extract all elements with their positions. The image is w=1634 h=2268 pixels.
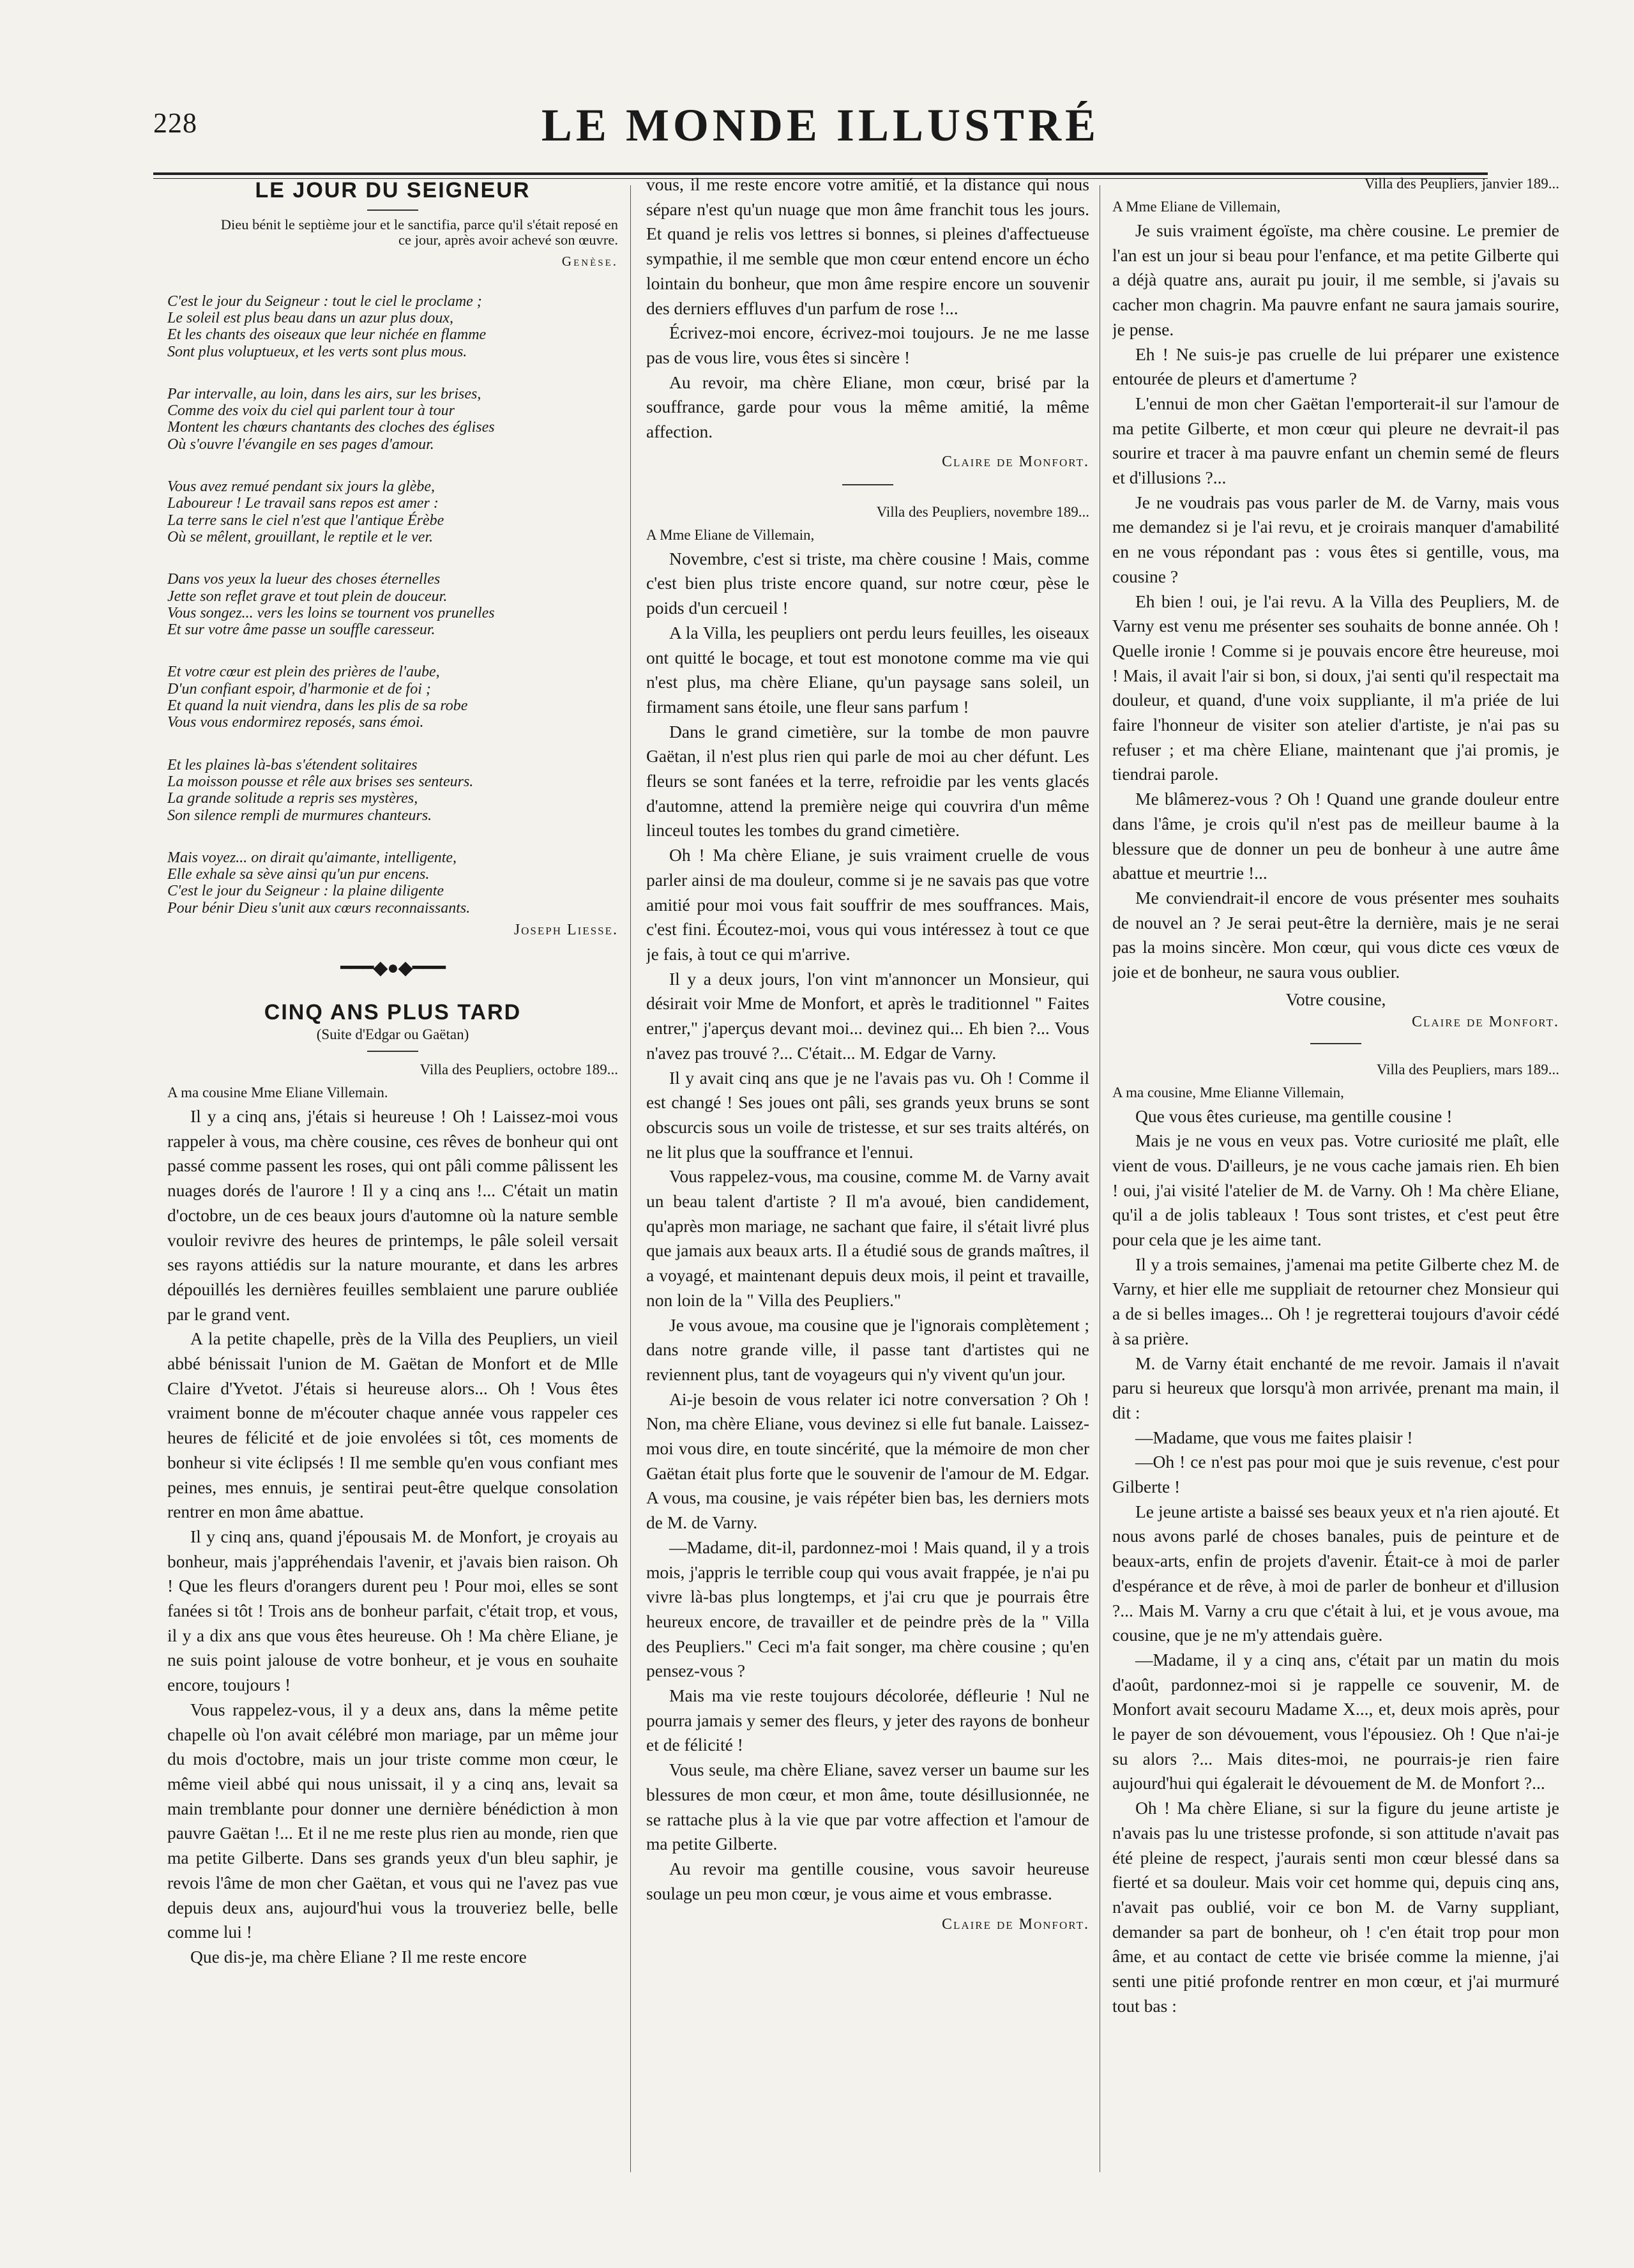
poem-line: Mais voyez... on dirait qu'aimante, intelligente, xyxy=(167,849,457,866)
poem-line: Et les plaines là-bas s'étendent solitaires xyxy=(167,756,418,773)
poem-line: Montent les chœurs chantants des cloches des églises xyxy=(167,419,495,436)
poem-line: Pour bénir Dieu s'unit aux cœurs reconnaissants. xyxy=(167,899,471,917)
poem-stanza xyxy=(167,757,618,824)
poem-stanza xyxy=(167,386,618,453)
letter-rule xyxy=(842,484,893,485)
poem-stanza xyxy=(167,571,618,638)
paragraph: Oh ! Ma chère Eliane, si sur la figure du jeune artiste je n'avais pas lu une tristesse profonde, si son attitude n'avait pas été pleine de respect, j'aurais senti mon cœur blessé dans sa fierté et sa douleur. Mais voir cet homme qui, depuis cinq ans, n'avait pas oublié, voir ce bon M. de Varny suppliant, demander sa part de bonheur, oh ! c'en était trop pour mon âme, et au contact de cette vie brisée comme la mienne, j'ai senti une pitié profonde rentrer en mon cœur, et j'ai murmuré tout bas : xyxy=(1112,1798,1559,2016)
letter-address: A Mme Eliane de Villemain, xyxy=(1112,199,1281,215)
paragraph: Vous seule, ma chère Eliane, savez verser un baume sur les blessures de mon cœur, et mon âme, toute désillusionnée, ne se rattache plus à la vie que par votre affection et l'amour de ma petite Gilberte. xyxy=(646,1760,1089,1854)
story-subtitle: (Suite d'Edgar ou Gaëtan) xyxy=(316,1026,469,1043)
paragraph: —Madame, que vous me faites plaisir ! xyxy=(1135,1427,1413,1447)
paragraph: Eh ! Ne suis-je pas cruelle de lui préparer une existence entourée de pleurs et d'amertume ? xyxy=(1112,344,1559,389)
poem-line: Son silence rempli de murmures chanteurs. xyxy=(167,807,432,824)
poem-line: Par intervalle, au loin, dans les airs, sur les brises, xyxy=(167,385,481,402)
poem-line: Et quand la nuit viendra, dans les plis de sa robe xyxy=(167,697,468,715)
poem-line: C'est le jour du Seigneur : tout le ciel le proclame ; xyxy=(167,293,482,310)
paragraph-continued: vous, il me reste encore votre amitié, et la distance qui nous sépare n'est qu'un nuage que mon âme franchit tous les jours. Et quand je relis vos lettres si bonnes, si pleines d'affectueuse sympathie, il me semble que mon cœur entend encore un écho lointain du bonheur, que mon âme respire encore un souvenir des derniers effluves d'un parfum de rose !... xyxy=(646,174,1089,318)
page-header xyxy=(153,99,1488,176)
column-2 xyxy=(646,172,1089,2185)
paragraph: Au revoir ma gentille cousine, vous savoir heureuse soulage un peu mon cœur, je vous aime et vous embrasse. xyxy=(646,1859,1089,1903)
paragraph: Je vous avoue, ma cousine que je l'ignorais complètement ; dans notre grande ville, il passe tant d'artistes qui ne reviennent plus, tant de voyageurs qui n'y vivent qu'un jour. xyxy=(646,1314,1089,1384)
letter-address: A ma cousine, Mme Elianne Villemain, xyxy=(1112,1084,1344,1100)
letter-signature: Claire de Monfort. xyxy=(941,453,1089,470)
column-1 xyxy=(167,172,618,2185)
letter-body xyxy=(167,1104,618,1970)
subtitle-rule xyxy=(367,1051,418,1052)
paragraph: Me blâmerez-vous ? Oh ! Quand une grande douleur entre dans l'âme, je crois qu'il n'est pas de meilleur baume à la blessure que de donner un peu de bonheur à une autre âme abattue et meurtrie !... xyxy=(1112,789,1559,883)
paragraph: Que dis-je, ma chère Eliane ? Il me reste encore xyxy=(190,1946,527,1967)
paragraph: Écrivez-moi encore, écrivez-moi toujours. Je ne me lasse pas de vous lire, vous êtes si sincère ! xyxy=(646,323,1089,367)
poem-line: D'un confiant espoir, d'harmonie et de foi ; xyxy=(167,680,431,697)
poem-body xyxy=(167,293,618,917)
paragraph: Vous rappelez-vous, ma cousine, comme M. de Varny avait un beau talent d'artiste ? Il m'a avoué, bien candidement, qu'après mon mariage, ne sachant que faire, il s'était livré plus que jamais aux beaux arts. Il a étudié sous de grands maîtres, il a voyagé, et maintenant depuis deux mois, il peint et travaille, non loin de la " Villa des Peupliers." xyxy=(646,1166,1089,1310)
title-rule xyxy=(367,209,418,211)
paragraph: Il y a deux jours, l'on vint m'annoncer un Monsieur, qui désirait voir Mme de Monfort, et après le traditionnel " Faites entrer," j'aperçus devant moi... devinez qui... Eh bien ?... Vous n'avez pas trouvé ?... C'était... M. Edgar de Varny. xyxy=(646,968,1089,1063)
paragraph: Le jeune artiste a baissé ses beaux yeux et n'a rien ajouté. Et nous avons parlé de choses banales, puis de peinture et de beaux-arts, enfin de projets d'avenir. Était-ce à moi de parler d'espérance et de rêve, à moi de parler de bonheur et d'illusion ?... Mais M. Varny a cru que c'était à lui, et je vous avoue, ma cousine, que je ne m'y attendais guère. xyxy=(1112,1501,1559,1645)
letter-body xyxy=(1112,218,1559,985)
paragraph: M. de Varny était enchanté de me revoir. Jamais il n'avait paru si heureux que lorsqu'à mon arrivée, prenant ma main, il dit : xyxy=(1112,1353,1559,1422)
column-rule xyxy=(630,185,631,2172)
poem-line: Comme des voix du ciel qui parlent tour à tour xyxy=(167,402,455,420)
poem-epigraph: Dieu bénit le septième jour et le sanctifia, parce qu'il s'était reposé en ce jour, après avoir achevé son œuvre. xyxy=(220,217,618,248)
letter-rule xyxy=(1310,1043,1361,1044)
letter-address: A ma cousine Mme Eliane Villemain. xyxy=(167,1085,388,1101)
poem-line: Vous vous endormirez reposés, sans émoi. xyxy=(167,714,424,731)
poem-line: Vous songez... vers les loins se tournent vos prunelles xyxy=(167,604,495,621)
masthead: LE MONDE ILLUSTRÉ xyxy=(541,100,1100,151)
letter-signature: Claire de Monfort. xyxy=(1411,1013,1559,1030)
letter-body xyxy=(1112,1104,1559,2019)
poem-line: Vous avez remué pendant six jours la glèbe, xyxy=(167,478,435,496)
letter-date: Villa des Peupliers, mars 189... xyxy=(1376,1061,1559,1077)
poem-line: Et votre cœur est plein des prières de l'aube, xyxy=(167,664,440,681)
letter-address: A Mme Eliane de Villemain, xyxy=(646,526,815,543)
page-number: 228 xyxy=(153,107,197,139)
poem-line: Sont plus voluptueux, et les verts sont plus mous. xyxy=(167,343,467,360)
letter-closing: Votre cousine, xyxy=(1285,989,1386,1009)
paragraph: Novembre, c'est si triste, ma chère cousine ! Mais, comme c'est bien plus triste encore quand, sur notre cœur, pèse le poids d'un cercueil ! xyxy=(646,548,1089,618)
paragraph: Dans le grand cimetière, sur la tombe de mon pauvre Gaëtan, il n'est plus rien qui parle de moi au cher défunt. Les fleurs se sont fanées et la terre, refroidie par les vents glacés d'automne, attend la première neige qui couvrira d'un même linceul toutes les tombes du grand cimetière. xyxy=(646,721,1089,841)
paragraph: —Oh ! ce n'est pas pour moi que je suis revenue, c'est pour Gilberte ! xyxy=(1112,1452,1559,1497)
poem-line: Laboureur ! Le travail sans repos est amer : xyxy=(167,495,439,512)
paragraph: Ai-je besoin de vous relater ici notre conversation ? Oh ! Non, ma chère Eliane, vous devinez si elle fut banale. Laissez-moi vous dire, en toute sincérité, que la mémoire de mon cher Gaëtan était plus forte que le souvenir de l'amour de M. Edgar. A vous, ma cousine, je vais répéter bien bas, les derniers mots de M. de Varny. xyxy=(646,1389,1089,1533)
letter-body-continued xyxy=(646,172,1089,445)
letter-body xyxy=(646,547,1089,1906)
paragraph: Me conviendrait-il encore de vous présenter mes souhaits de nouvel an ? Je serai peut-être la dernière, mais je ne serai pas la moins sincère. Mon cœur, qui vous dicte ces vœux de joie et de bonheur, ne saura vous oublier. xyxy=(1112,887,1559,982)
poem-line: Le soleil est plus beau dans un azur plus doux, xyxy=(167,310,453,326)
poem-line: Et sur votre âme passe un souffle caresseur. xyxy=(167,621,435,639)
poem-author: Joseph Liesse. xyxy=(513,922,618,939)
letter-signature: Claire de Monfort. xyxy=(941,1916,1089,1933)
paragraph: —Madame, il y a cinq ans, c'était par un matin du mois d'août, pardonnez-moi si je rappelle ce souvenir, M. de Monfort avait secouru Madame X..., et, deux mois après, pour le payer de son dévouement, vous l'épousiez. Oh ! Que n'ai-je su alors ?... Mais dites-moi, ne pourrais-je rien faire aujourd'hui qui égalerait le dévouement de M. de Monfort ?... xyxy=(1112,1649,1559,1793)
paragraph: —Madame, dit-il, pardonnez-moi ! Mais quand, il y a trois mois, j'appris le terrible coup qui vous avait frappée, je n'ai pu vivre là-bas plus longtemps, et j'ai cru que je pourrais être heureux encore, de travailler et de peindre près de la " Villa des Peupliers." Ceci m'a fait songer, ma chère cousine ; qu'en pensez-vous ? xyxy=(646,1537,1089,1681)
paragraph: A la Villa, les peupliers ont perdu leurs feuilles, les oiseaux ont quitté le bocage, et tout est monotone comme ma vie qui n'est plus, ma chère Eliane, qu'un paysage sans soleil, un firmament sans étoile, une fleur sans parfum ! xyxy=(646,622,1089,717)
poem-title: LE JOUR DU SEIGNEUR xyxy=(255,178,531,202)
paragraph: Il y cinq ans, quand j'épousais M. de Monfort, je croyais au bonheur, mais j'appréhendais l'avenir, et j'avais bien raison. Oh ! Que les fleurs d'orangers durent peu ! Pour moi, elles se sont fanées si tôt ! Trois ans de bonheur parfait, c'était trop, et vous, il y a dix ans que vous êtes heureuse. Oh ! Ma chère Eliane, je ne suis point jalouse de votre bonheur, et je vous en souhaite encore, toujours ! xyxy=(167,1526,618,1695)
poem-line: Où se mêlent, grouillant, le reptile et le ver. xyxy=(167,528,434,545)
paragraph: Eh bien ! oui, je l'ai revu. A la Villa des Peupliers, M. de Varny est venu me présenter ses souhaits de bonne année. Oh ! Quelle ironie ! Comme si je pouvais encore être heureuse, moi ! Mais, il avait l'air si bon, si doux, j'ai senti qu'il respectait ma douleur, et quand, d'une voix suppliante, il m'a priée de lui faire l'honneur de visiter son atelier d'artiste, je n'ai pas su refuser ; et ma chère Eliane, maintenant que j'ai promis, je tiendrai parole. xyxy=(1112,591,1559,784)
paragraph: A la petite chapelle, près de la Villa des Peupliers, un vieil abbé bénissait l'union de M. Gaëtan de Monfort et de Mlle Claire d'Yvetot. J'étais si heureuse alors... Oh ! Vous êtes vraiment bonne de m'écouter chaque année vous rappeler ces heures de félicité et de joie envolées si tôt, ces moments de bonheur si vite éclipsés ! Il me semble qu'en vous confiant mes peines, mes ennuis, je sentirai peut-être quelque consolation rentrer en mon âme abattue. xyxy=(167,1328,618,1522)
paragraph: Mais ma vie reste toujours décolorée, défleurie ! Nul ne pourra jamais y semer des fleurs, y jeter des rayons de bonheur et de félicité ! xyxy=(646,1686,1089,1755)
poem-stanza xyxy=(167,478,618,545)
paragraph: Il y a cinq ans, j'étais si heureuse ! Oh ! Laissez-moi vous rappeler à vous, ma chère cousine, ces rêves de bonheur qui ont passé comme passent les roses, qui ont pâli comme pâlissent les nuages dorés de l'aurore ! Il y a cinq ans !... C'était un matin d'octobre, un de ces beaux jours d'automne où la nature semble vouloir revivre des heures de printemps, le pâle soleil versait ses rayons attiédis sur la nature mourante, et dans les arbres dépouillés les dernières feuilles semblaient une parure oubliée par le grand vent. xyxy=(167,1106,618,1324)
paragraph: Je suis vraiment égoïste, ma chère cousine. Le premier de l'an est un jour si beau pour l'enfance, et ma petite Gilberte qui a déjà quatre ans, aurait pu jouir, il me semble, si j'avais su cacher mon chagrin. Ma pauvre enfant ne saura jamais sourire, je pense. xyxy=(1112,220,1559,339)
paragraph: Vous rappelez-vous, il y a deux ans, dans la même petite chapelle où l'on avait célébré mon mariage, par un même jour du mois d'octobre, mais un jour triste comme mon cœur, le même vieil abbé qui nous unissait, il y a cinq ans, levait sa main tremblante pour donner une dernière bénédiction à mon pauvre Gaëtan !... Et il ne me reste plus rien au monde, rien que ma petite Gilberte. Dans ses grands yeux d'un bleu saphir, je revois l'âme de mon cher Gaëtan, et vous qui ne l'avez pas vue depuis deux ans, aujourd'hui vous la trouveriez belle, belle comme lui ! xyxy=(167,1699,618,1942)
paragraph: Que vous êtes curieuse, ma gentille cousine ! xyxy=(1135,1106,1453,1126)
poem-line: La moisson pousse et rêle aux brises ses senteurs. xyxy=(167,773,474,790)
column-3 xyxy=(1112,172,1559,2185)
letter-date: Villa des Peupliers, novembre 189... xyxy=(876,503,1089,520)
epigraph-source: Genèse. xyxy=(561,254,618,269)
poem-line: C'est le jour du Seigneur : la plaine diligente xyxy=(167,883,444,900)
poem-stanza xyxy=(167,293,618,360)
poem-line: Et les chants des oiseaux que leur nichée en flamme xyxy=(167,326,487,344)
poem-line: La grande solitude a repris ses mystères, xyxy=(167,790,418,807)
story-title: CINQ ANS PLUS TARD xyxy=(264,1000,522,1025)
paragraph: Il y a trois semaines, j'amenai ma petite Gilberte chez M. de Varny, et hier elle me suppliait de retourner chez Monsieur qui a de si belles images... Oh ! je regretterai toujours d'avoir cédé à sa prière. xyxy=(1112,1254,1559,1348)
poem-line: Où s'ouvre l'évangile en ses pages d'amour. xyxy=(167,436,434,453)
letter-date: Villa des Peupliers, octobre 189... xyxy=(420,1062,618,1078)
poem-line: Elle exhale sa sève ainsi qu'un pur encens. xyxy=(167,866,430,883)
paragraph: Oh ! Ma chère Eliane, je suis vraiment cruelle de vous parler ainsi de ma douleur, comme si je ne savais pas que votre amitié pour moi vous fait souffrir de mes souffrances. Mais, c'est fini. Écoutez-moi, vous qui vous intéressez à tout ce que je fais, à tout ce qui m'arrive. xyxy=(646,845,1089,964)
paragraph: Je ne voudrais pas vous parler de M. de Varny, mais vous me demandez si je l'ai revu, et je croirais manquer d'amabilité en ne vous répondant pas : vous êtes si gentille, vous, ma cousine ? xyxy=(1112,492,1559,586)
poem-stanza xyxy=(167,664,618,731)
paragraph: Il y avait cinq ans que je ne l'avais pas vu. Oh ! Comme il est changé ! Ses joues ont pâli, ses grands yeux bruns se sont obscurcis sous un voile de tristesse, et sur ses traits altérés, on ne lit plus que la souffrance et l'ennui. xyxy=(646,1067,1089,1162)
letter-date: Villa des Peupliers, janvier 189... xyxy=(1364,176,1559,192)
poem-line: Dans vos yeux la lueur des choses éternelles xyxy=(167,571,441,588)
poem-line: Jette son reflet grave et tout plein de douceur. xyxy=(167,588,448,605)
poem-line: La terre sans le ciel n'est que l'antique Érèbe xyxy=(167,512,444,529)
paragraph: Mais je ne vous en veux pas. Votre curiosité me plaît, elle vient de vous. D'ailleurs, je ne vous cache jamais rien. Eh bien ! oui, j'ai visité l'atelier de M. de Varny. Oh ! Ma chère Eliane, qu'il a de jolis tableaux ! Tous sont tristes, et c'est peut être pour cela que je les aime tant. xyxy=(1112,1130,1559,1250)
paragraph: L'ennui de mon cher Gaëtan l'emporterait-il sur l'amour de ma petite Gilberte, et mon cœur qui pleure ne devrait-il pas sourire et tracer à ma pauvre enfant un chemin semé de fleurs et d'illusions ?... xyxy=(1112,393,1559,488)
paragraph: Au revoir, ma chère Eliane, mon cœur, brisé par la souffrance, garde pour vous la même amitié, la même affection. xyxy=(646,372,1089,442)
poem-stanza xyxy=(167,849,618,917)
ornament-divider: ━━━◆●◆━━━ xyxy=(340,957,445,979)
